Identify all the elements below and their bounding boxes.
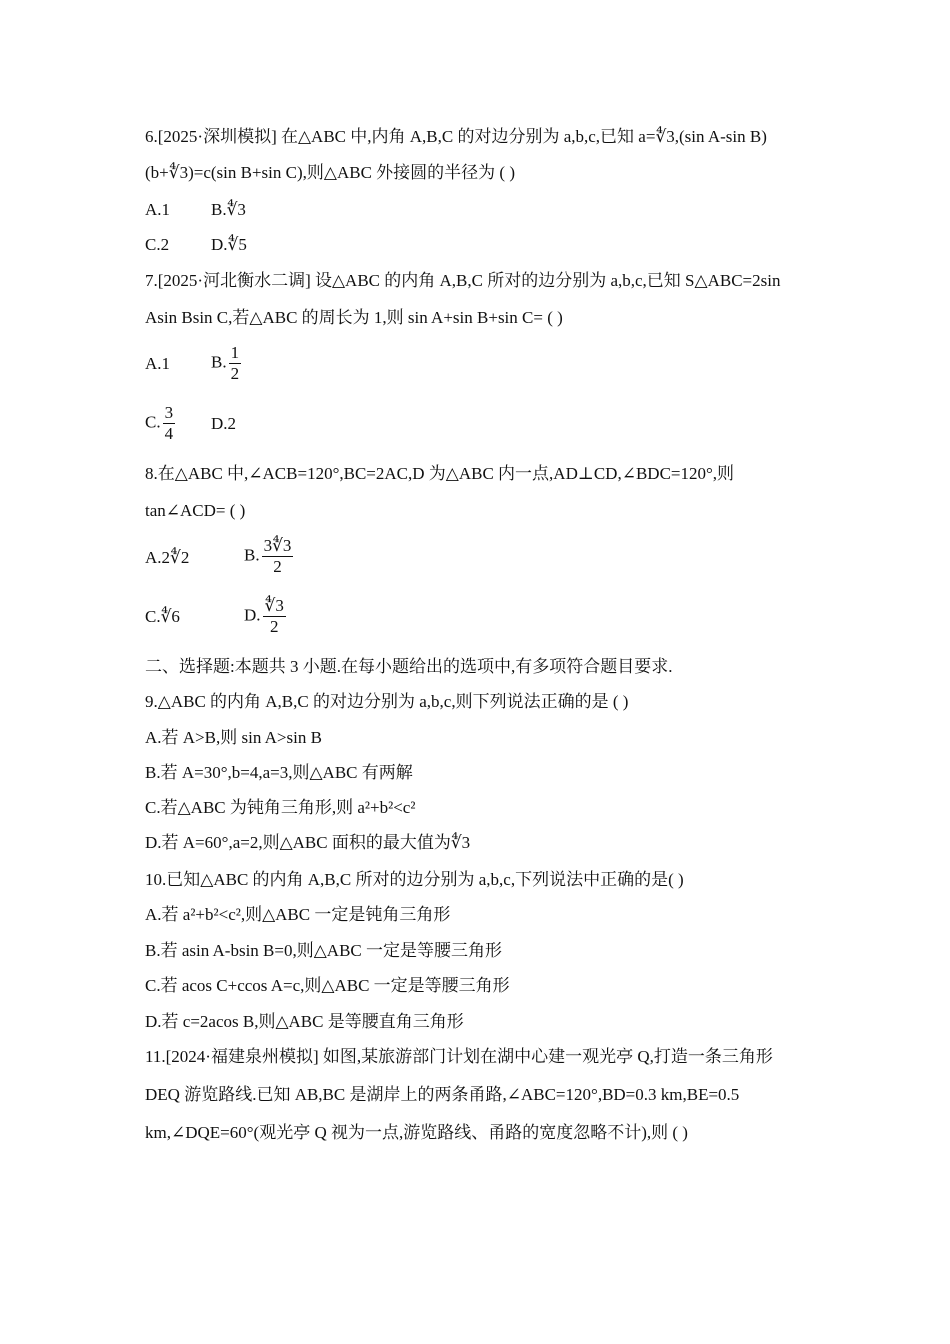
q7-stem-line2: Asin Bsin C,若△ABC 的周长为 1,则 sin A+sin B+sin C= ( ) [145,308,563,327]
q10-option-a: A.若 a²+b²<c²,则△ABC 一定是钝角三角形 [145,905,451,924]
q9-option-d: D.若 A=60°,a=2,则△ABC 面积的最大值为∜3 [145,833,471,852]
q10-stem: 10.已知△ABC 的内角 A,B,C 所对的边分别为 a,b,c,下列说法中正确的是( ) [145,870,684,889]
q7-option-b [211,343,241,384]
q9-option-a: A.若 A>B,则 sin A>sin B [145,728,322,747]
q8-option-d-label: D. [244,605,261,625]
q10-option-d: D.若 c=2acos B,则△ABC 是等腰直角三角形 [145,1012,464,1031]
q8-option-d-numerator: ∜3 [264,596,284,615]
q7-option-b-fraction [229,343,242,384]
q7-option-b-numerator: 1 [230,343,240,362]
q7-option-c [145,403,175,444]
q6-option-c: C.2 [145,235,170,254]
q7-option-c-numerator: 3 [164,403,174,422]
q9-stem: 9.△ABC 的内角 A,B,C 的对边分别为 a,b,c,则下列说法正确的是 ( ) [145,692,629,711]
q8-option-b [244,536,293,577]
q7-option-d: D.2 [211,414,237,433]
q11-stem-line1: 11.[2024·福建泉州模拟] 如图,某旅游部门计划在湖中心建一观光亭 Q,打造一条三角形 [145,1047,773,1066]
q8-option-b-label: B. [244,545,260,565]
q8-option-a: A.2∜2 [145,548,190,567]
q8-option-b-numerator: 3∜3 [263,536,292,555]
q11-stem-line3: km,∠DQE=60°(观光亭 Q 视为一点,游览路线、甬路的宽度忽略不计),则 ( ) [145,1123,688,1142]
q8-stem-line2: tan∠ACD= ( ) [145,501,246,520]
q9-option-c: C.若△ABC 为钝角三角形,则 a²+b²<c² [145,798,416,817]
q6-option-a: A.1 [145,200,171,219]
q8-option-b-denominator: 2 [273,557,282,576]
q6-stem-line1: 6.[2025·深圳模拟] 在△ABC 中,内角 A,B,C 的对边分别为 a,b,c,已知 a=∜3,(sin A-sin B) [145,127,767,146]
q8-option-b-fraction [262,536,294,577]
q8-option-d-fraction [263,596,286,637]
section-2-heading: 二、选择题:本题共 3 小题.在每小题给出的选项中,有多项符合题目要求. [145,657,673,676]
q7-stem-line1: 7.[2025·河北衡水二调] 设△ABC 的内角 A,B,C 所对的边分别为 a,b,c,已知 S△ABC=2sin [145,271,781,290]
q7-option-b-label: B. [211,352,227,372]
q7-option-b-denominator: 2 [230,364,240,383]
q6-option-b: B.∜3 [211,200,246,219]
q8-option-c: C.∜6 [145,607,180,626]
q7-option-c-fraction [163,403,176,444]
q11-stem-line2: DEQ 游览路线.已知 AB,BC 是湖岸上的两条甬路,∠ABC=120°,BD=0.3 km,BE=0.5 [145,1085,740,1104]
q10-option-b: B.若 asin A-bsin B=0,则△ABC 一定是等腰三角形 [145,941,503,960]
q8-option-d [244,596,286,637]
q7-option-c-label: C. [145,412,161,432]
q9-option-b: B.若 A=30°,b=4,a=3,则△ABC 有两解 [145,763,413,782]
q7-option-a: A.1 [145,354,171,373]
q8-stem-line1: 8.在△ABC 中,∠ACB=120°,BC=2AC,D 为△ABC 内一点,AD⊥CD,∠BDC=120°,则 [145,464,735,483]
q7-option-c-denominator: 4 [164,424,174,443]
q8-option-d-denominator: 2 [269,617,279,636]
q6-stem-line2: (b+∜3)=c(sin B+sin C),则△ABC 外接圆的半径为 ( ) [145,163,515,182]
q10-option-c: C.若 acos C+ccos A=c,则△ABC 一定是等腰三角形 [145,976,510,995]
q6-option-d: D.∜5 [211,235,247,254]
